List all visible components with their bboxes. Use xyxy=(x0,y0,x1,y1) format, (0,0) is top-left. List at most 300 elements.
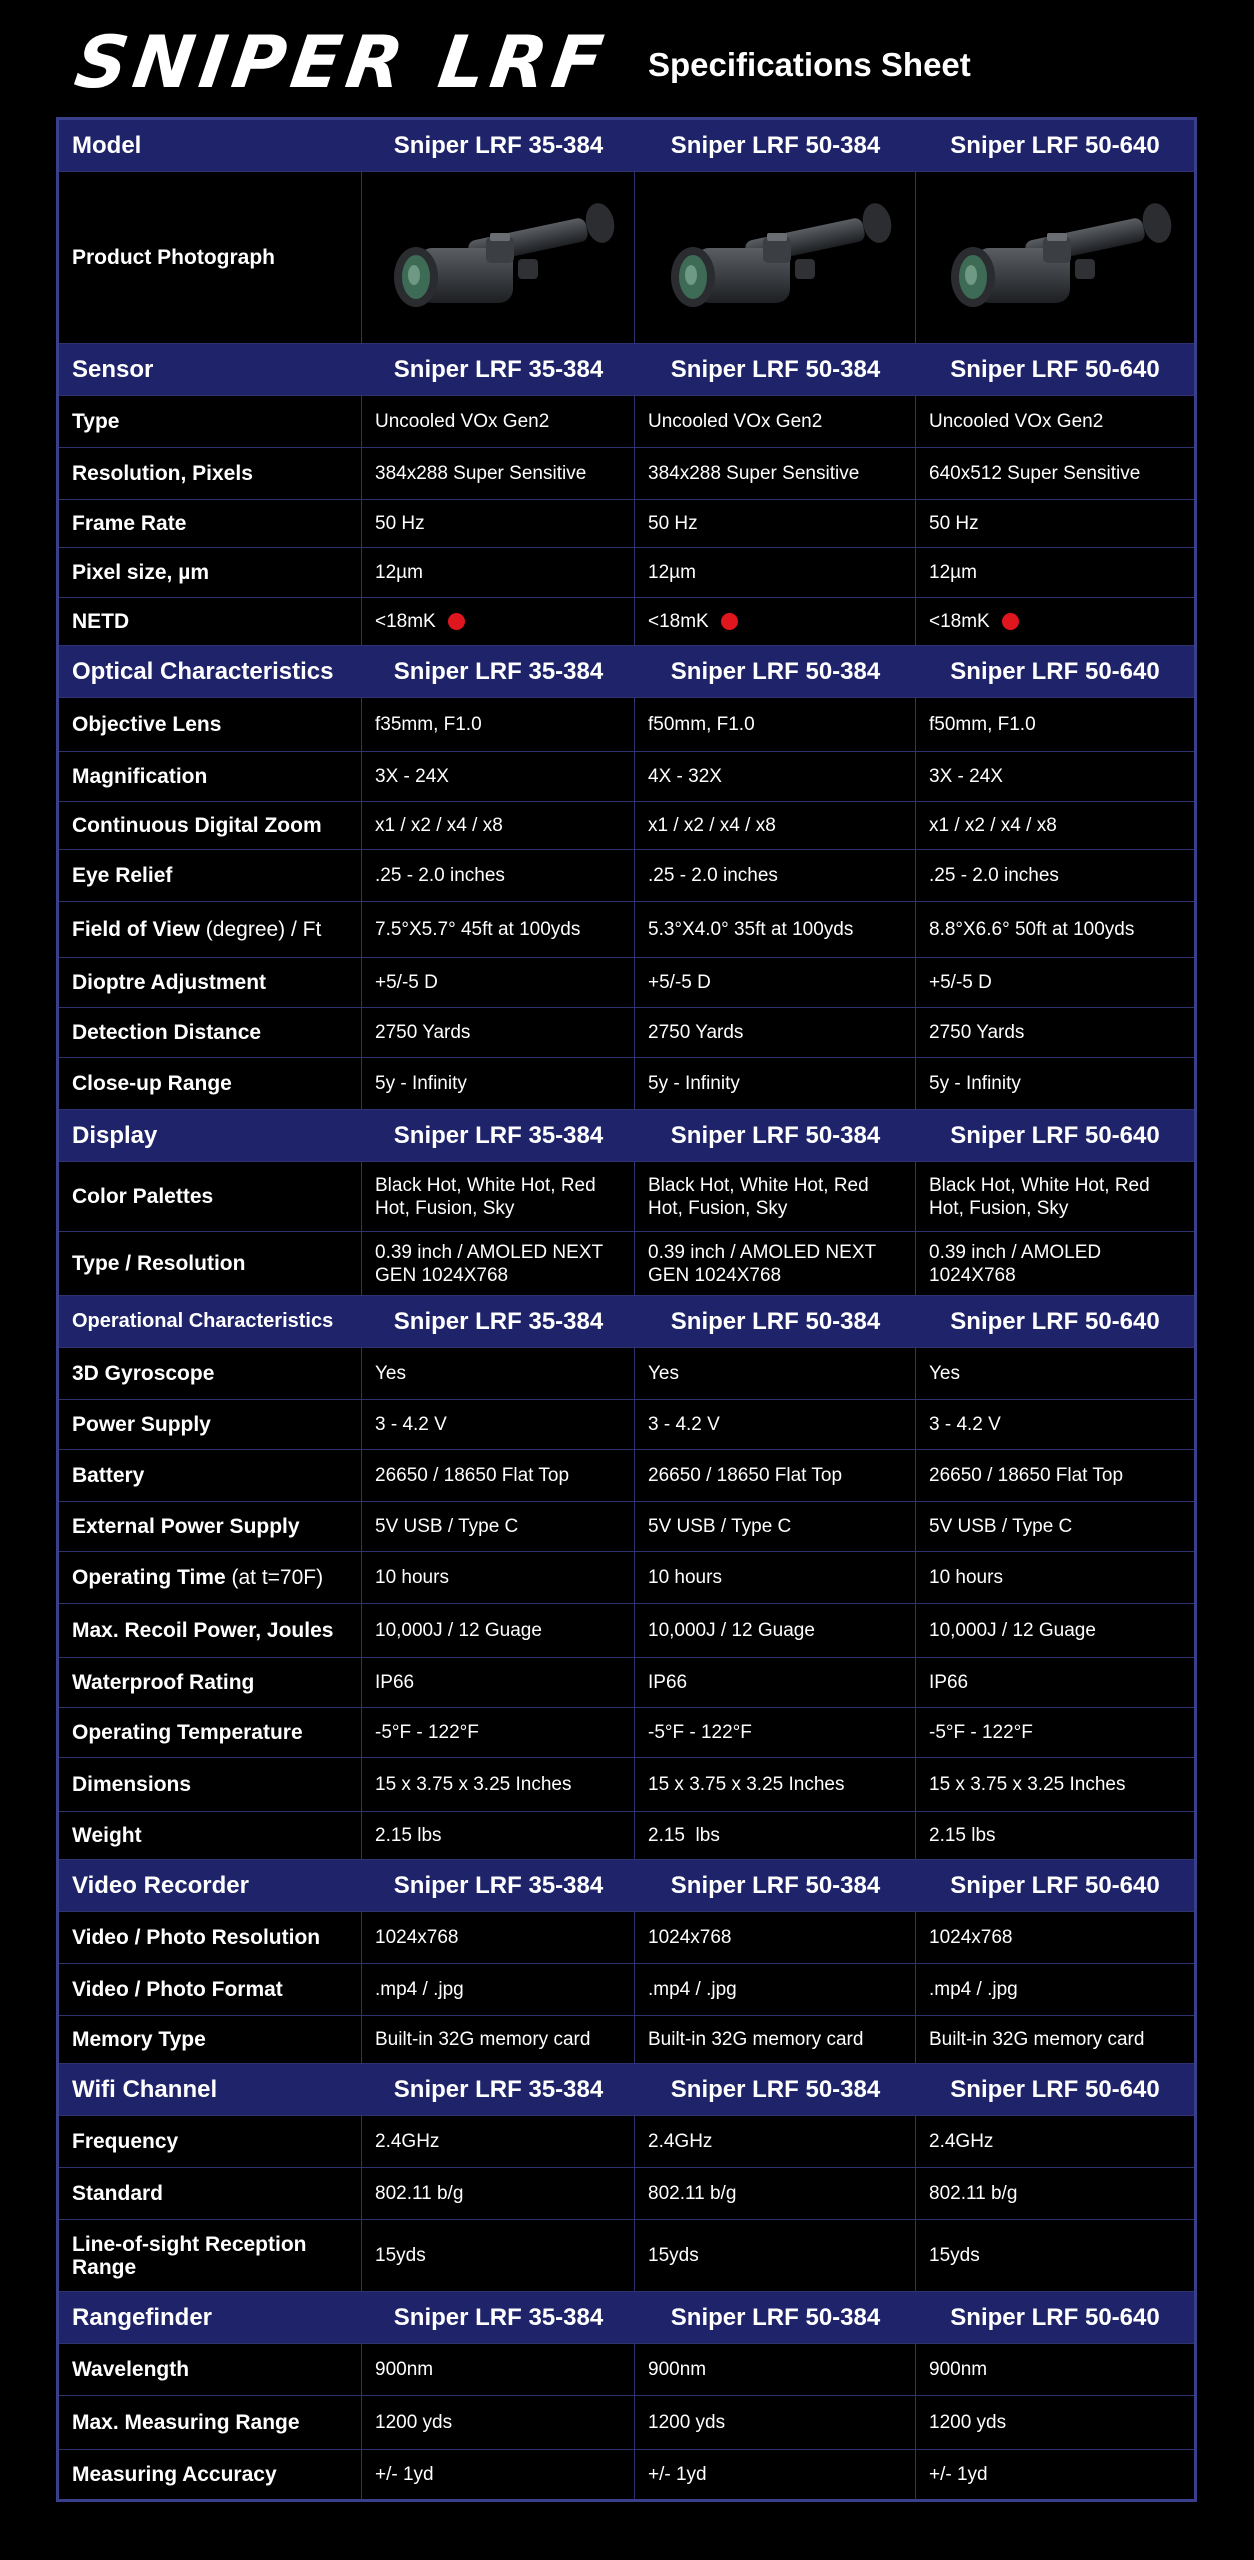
spec-row xyxy=(59,1758,1194,1812)
spec-row xyxy=(59,1658,1194,1708)
spec-value-cell xyxy=(362,1964,635,2015)
spec-value: 5V USB / Type C xyxy=(929,1516,1073,1537)
spec-value-cell xyxy=(362,1450,635,1501)
spec-row xyxy=(59,1232,1194,1296)
spec-value: 5y - Infinity xyxy=(375,1073,467,1094)
spec-label-text: Max. Measuring Range xyxy=(72,2411,300,2434)
spec-label xyxy=(59,958,362,1007)
spec-value: +/- 1yd xyxy=(648,2464,707,2485)
spec-value: 2.4GHz xyxy=(929,2131,994,2152)
spec-value-cell xyxy=(635,2168,916,2219)
spec-label-text: Eye Relief xyxy=(72,864,173,887)
model-name: Sniper LRF 50-384 xyxy=(670,1872,881,1899)
spec-value: Built-in 32G memory card xyxy=(375,2029,591,2050)
spec-value: 640x512 Super Sensitive xyxy=(929,463,1141,484)
spec-row xyxy=(59,1348,1194,1400)
spec-value-cell xyxy=(916,500,1194,547)
spec-value: 0.39 inch / AMOLED NEXT GEN 1024X768 xyxy=(375,1241,609,1286)
spec-label xyxy=(59,500,362,547)
spec-value-cell xyxy=(362,1552,635,1603)
spec-value: +/- 1yd xyxy=(929,2464,988,2485)
spec-value: 26650 / 18650 Flat Top xyxy=(929,1465,1124,1486)
product-photo xyxy=(635,172,915,343)
model-name: Sniper LRF 35-384 xyxy=(393,1872,604,1899)
spec-value: 10,000J / 12 Guage xyxy=(648,1620,815,1641)
spec-row xyxy=(59,1162,1194,1232)
spec-label xyxy=(59,1964,362,2015)
spec-label xyxy=(59,1058,362,1109)
spec-label-text: Type / Resolution xyxy=(72,1252,246,1275)
spec-row xyxy=(59,1912,1194,1964)
spec-value: -5°F - 122°F xyxy=(929,1722,1033,1743)
model-name: Sniper LRF 50-640 xyxy=(950,1308,1160,1335)
header xyxy=(0,0,1254,118)
spec-label-text: Frequency xyxy=(72,2130,179,2153)
spec-label xyxy=(59,1658,362,1707)
product-photo-cell xyxy=(916,172,1194,343)
spec-value-cell xyxy=(635,1400,916,1449)
spec-label xyxy=(59,1758,362,1811)
spec-value-cell xyxy=(635,1450,916,1501)
product-photo xyxy=(916,172,1194,343)
spec-label xyxy=(59,598,362,645)
spec-value-cell xyxy=(362,1604,635,1657)
spec-label xyxy=(59,2450,362,2499)
spec-value-cell xyxy=(635,2220,916,2291)
spec-label-text: Battery xyxy=(72,1464,145,1487)
spec-label xyxy=(59,802,362,849)
spec-value: <18mK xyxy=(648,611,709,632)
spec-value-cell xyxy=(916,2220,1194,2291)
spec-value: 0.39 inch / AMOLED 1024X768 xyxy=(929,1241,1107,1286)
spec-label-text: Field of View xyxy=(72,918,200,941)
spec-value-cell xyxy=(635,1604,916,1657)
spec-label-text: Operating Temperature xyxy=(72,1721,303,1744)
spec-value: 50 Hz xyxy=(375,513,425,534)
spec-label xyxy=(59,1348,362,1399)
spec-value-cell xyxy=(635,1232,916,1295)
spec-value-cell xyxy=(916,1708,1194,1757)
spec-label-text: Video / Photo Format xyxy=(72,1978,283,2001)
spec-value-cell xyxy=(362,548,635,597)
spec-value: 900nm xyxy=(929,2359,988,2380)
spec-value: x1 / x2 / x4 / x8 xyxy=(929,815,1057,836)
spec-label-text: Resolution, Pixels xyxy=(72,462,253,485)
spec-label xyxy=(59,396,362,447)
spec-label-text: Continuous Digital Zoom xyxy=(72,814,322,837)
spec-value: -5°F - 122°F xyxy=(648,1722,752,1743)
sheet-title: Specifications Sheet xyxy=(648,46,971,83)
spec-label-text: Color Palettes xyxy=(72,1185,214,1208)
spec-value-cell xyxy=(362,2396,635,2449)
spec-value-cell xyxy=(916,1658,1194,1707)
spec-value-cell xyxy=(635,802,916,849)
spec-value: 2750 Yards xyxy=(929,1022,1025,1043)
spec-row xyxy=(59,1058,1194,1110)
spec-value-cell xyxy=(635,698,916,751)
spec-value: 1200 yds xyxy=(375,2412,453,2433)
spec-value: .mp4 / .jpg xyxy=(375,1979,464,2000)
spec-row xyxy=(59,1008,1194,1058)
spec-label-text: Power Supply xyxy=(72,1413,211,1436)
spec-value: f50mm, F1.0 xyxy=(648,714,755,735)
spec-value: 10,000J / 12 Guage xyxy=(375,1620,542,1641)
spec-value-cell xyxy=(635,598,916,645)
spec-value-cell xyxy=(635,548,916,597)
spec-value-cell xyxy=(635,396,916,447)
spec-value-cell xyxy=(635,958,916,1007)
spec-value: 2.4GHz xyxy=(375,2131,440,2152)
spec-value: -5°F - 122°F xyxy=(375,1722,479,1743)
spec-value: 15yds xyxy=(648,2245,699,2266)
spec-row xyxy=(59,598,1194,646)
spec-label-suffix: (at t=70F) xyxy=(225,1566,324,1589)
spec-label-text: Objective Lens xyxy=(72,713,222,736)
spec-value-cell xyxy=(916,1232,1194,1295)
spec-row xyxy=(59,2220,1194,2292)
spec-value: 2.15 lbs xyxy=(648,1825,720,1846)
model-name: Sniper LRF 50-384 xyxy=(670,2076,881,2103)
spec-value: 802.11 b/g xyxy=(648,2183,737,2204)
rangefinder-section-title: Rangefinder xyxy=(72,2304,213,2331)
spec-value: 26650 / 18650 Flat Top xyxy=(648,1465,843,1486)
spec-value-cell xyxy=(362,2016,635,2063)
spec-value: 26650 / 18650 Flat Top xyxy=(375,1465,570,1486)
spec-value-cell xyxy=(362,1008,635,1057)
spec-value-cell xyxy=(916,958,1194,1007)
spec-value-cell xyxy=(916,1502,1194,1551)
spec-row xyxy=(59,1812,1194,1860)
model-name: Sniper LRF 50-640 xyxy=(950,1872,1160,1899)
spec-value-cell xyxy=(635,1058,916,1109)
spec-value: IP66 xyxy=(929,1672,969,1693)
spec-value: +5/-5 D xyxy=(375,972,438,993)
model-name: Sniper LRF 35-384 xyxy=(393,1308,604,1335)
spec-value-cell xyxy=(916,2116,1194,2167)
product-photo xyxy=(362,172,634,343)
spec-value-cell xyxy=(362,1812,635,1859)
model-name: Sniper LRF 50-384 xyxy=(670,1122,881,1149)
sniper-lrf-logo xyxy=(70,22,613,102)
spec-label-text: Dioptre Adjustment xyxy=(72,971,267,994)
spec-value: .25 - 2.0 inches xyxy=(648,865,778,886)
model-section-title: Model xyxy=(72,132,142,159)
spec-value: <18mK xyxy=(375,611,436,632)
spec-value: +5/-5 D xyxy=(648,972,711,993)
spec-value: 10 hours xyxy=(929,1567,1003,1588)
spec-value-cell xyxy=(635,850,916,901)
spec-value-cell xyxy=(635,448,916,499)
spec-label xyxy=(59,850,362,901)
spec-value: 12µm xyxy=(375,562,423,583)
spec-value: +5/-5 D xyxy=(929,972,992,993)
spec-label xyxy=(59,1400,362,1449)
product-photo-cell xyxy=(635,172,916,343)
spec-value: .25 - 2.0 inches xyxy=(929,865,1059,886)
spec-value-cell xyxy=(362,1912,635,1963)
operational-section-title: Operational Characteristics xyxy=(72,1310,334,1332)
spec-value: 802.11 b/g xyxy=(929,2183,1018,2204)
spec-value: 2750 Yards xyxy=(648,1022,744,1043)
spec-value: Yes xyxy=(929,1363,960,1384)
spec-row xyxy=(59,752,1194,802)
spec-row xyxy=(59,2450,1194,2499)
logo-text: SNIPER LRF xyxy=(70,20,614,104)
spec-value-cell xyxy=(916,1552,1194,1603)
spec-label-text: 3D Gyroscope xyxy=(72,1362,215,1385)
spec-value: 10,000J / 12 Guage xyxy=(929,1620,1096,1641)
display-section-header xyxy=(59,1110,1194,1162)
spec-label-text: External Power Supply xyxy=(72,1515,300,1538)
spec-value-cell xyxy=(916,1008,1194,1057)
spec-label xyxy=(59,2396,362,2449)
spec-row xyxy=(59,548,1194,598)
spec-label-text: Magnification xyxy=(72,765,208,788)
spec-value: 3X - 24X xyxy=(375,766,449,787)
spec-value: 2750 Yards xyxy=(375,1022,471,1043)
spec-value: 1024x768 xyxy=(375,1927,459,1948)
spec-row xyxy=(59,2344,1194,2396)
spec-value-cell xyxy=(635,1708,916,1757)
spec-label-text: NETD xyxy=(72,610,130,633)
spec-value-cell xyxy=(916,1912,1194,1963)
spec-value-cell xyxy=(362,2344,635,2395)
spec-label xyxy=(59,902,362,957)
spec-value-cell xyxy=(635,2016,916,2063)
spec-value-cell xyxy=(916,2168,1194,2219)
spec-value-cell xyxy=(362,598,635,645)
spec-value-cell xyxy=(635,500,916,547)
spec-value: 15 x 3.75 x 3.25 Inches xyxy=(929,1774,1126,1795)
product-photo-row xyxy=(59,172,1194,344)
spec-label: Product Photograph xyxy=(59,172,362,343)
spec-value-cell xyxy=(635,1964,916,2015)
spec-row xyxy=(59,2116,1194,2168)
spec-row xyxy=(59,902,1194,958)
red-dot-icon xyxy=(1002,613,1019,630)
spec-value-cell xyxy=(362,2220,635,2291)
red-dot-icon xyxy=(721,613,738,630)
spec-row xyxy=(59,500,1194,548)
spec-label-text: Type xyxy=(72,410,120,433)
spec-value: 5y - Infinity xyxy=(648,1073,740,1094)
model-name: Sniper LRF 35-384 xyxy=(393,2076,604,2103)
spec-value: IP66 xyxy=(648,1672,688,1693)
product-photo-cell xyxy=(362,172,635,343)
spec-value: 15yds xyxy=(375,2245,426,2266)
spec-value-cell xyxy=(635,2116,916,2167)
spec-label-text: Standard xyxy=(72,2182,164,2205)
spec-value-cell xyxy=(916,802,1194,849)
spec-value-cell xyxy=(362,1658,635,1707)
spec-value: +/- 1yd xyxy=(375,2464,434,2485)
spec-value: 10 hours xyxy=(648,1567,722,1588)
spec-value-cell xyxy=(916,1058,1194,1109)
spec-value-cell xyxy=(362,902,635,957)
spec-value-cell xyxy=(362,1348,635,1399)
spec-label-text: Weight xyxy=(72,1824,142,1847)
spec-value: Uncooled VOx Gen2 xyxy=(929,411,1104,432)
spec-value-cell xyxy=(362,958,635,1007)
wifi-section-title: Wifi Channel xyxy=(72,2076,218,2103)
spec-value: Uncooled VOx Gen2 xyxy=(648,411,823,432)
spec-label-text: Waterproof Rating xyxy=(72,1671,255,1694)
red-dot-icon xyxy=(448,613,465,630)
spec-label xyxy=(59,1604,362,1657)
spec-value-cell xyxy=(362,2116,635,2167)
spec-table xyxy=(56,117,1197,2502)
spec-label xyxy=(59,1502,362,1551)
spec-value-cell xyxy=(362,1232,635,1295)
spec-value: Black Hot, White Hot, Red Hot, Fusion, Sky xyxy=(929,1174,1155,1219)
spec-row xyxy=(59,958,1194,1008)
spec-value-cell xyxy=(635,1502,916,1551)
spec-label-text: Frame Rate xyxy=(72,512,187,535)
spec-row xyxy=(59,850,1194,902)
spec-value: Black Hot, White Hot, Red Hot, Fusion, Sky xyxy=(648,1174,874,1219)
spec-value-cell xyxy=(635,1162,916,1231)
spec-label xyxy=(59,2116,362,2167)
spec-row xyxy=(59,1450,1194,1502)
model-name: Sniper LRF 50-640 xyxy=(950,2076,1160,2103)
spec-value: 5.3°X4.0° 35ft at 100yds xyxy=(648,919,854,940)
spec-label xyxy=(59,1450,362,1501)
spec-value-cell xyxy=(362,2168,635,2219)
spec-value-cell xyxy=(916,850,1194,901)
spec-value: 384x288 Super Sensitive xyxy=(648,463,860,484)
spec-value-cell xyxy=(916,1162,1194,1231)
spec-row xyxy=(59,1552,1194,1604)
spec-label-text: Video / Photo Resolution xyxy=(72,1926,321,1949)
spec-label-text: Memory Type xyxy=(72,2028,206,2051)
spec-value: 802.11 b/g xyxy=(375,2183,464,2204)
video-section-title: Video Recorder xyxy=(72,1872,249,1899)
spec-value-cell xyxy=(916,752,1194,801)
spec-label-suffix: (degree) / Ft xyxy=(199,918,322,941)
spec-label xyxy=(59,1162,362,1231)
spec-value-cell xyxy=(635,1912,916,1963)
spec-row xyxy=(59,448,1194,500)
model-name: Sniper LRF 35-384 xyxy=(393,658,604,685)
model-name: Sniper LRF 50-384 xyxy=(670,132,881,159)
spec-value: 1024x768 xyxy=(929,1927,1013,1948)
spec-value-cell xyxy=(362,752,635,801)
spec-value: Built-in 32G memory card xyxy=(929,2029,1145,2050)
spec-value: 3 - 4.2 V xyxy=(929,1414,1001,1435)
spec-label-text: Max. Recoil Power, Joules xyxy=(72,1619,334,1642)
spec-row xyxy=(59,1708,1194,1758)
spec-value-cell xyxy=(362,396,635,447)
spec-value: Yes xyxy=(375,1363,406,1384)
operational-section-header xyxy=(59,1296,1194,1348)
spec-label xyxy=(59,1912,362,1963)
spec-label xyxy=(59,752,362,801)
optical-section-title: Optical Characteristics xyxy=(72,658,334,685)
spec-value-cell xyxy=(916,598,1194,645)
spec-value: Built-in 32G memory card xyxy=(648,2029,864,2050)
spec-value: 8.8°X6.6° 50ft at 100yds xyxy=(929,919,1135,940)
spec-label xyxy=(59,1552,362,1603)
spec-value: x1 / x2 / x4 / x8 xyxy=(375,815,503,836)
spec-label-text: Operating Time xyxy=(72,1566,226,1589)
spec-value-cell xyxy=(362,850,635,901)
spec-value: 5y - Infinity xyxy=(929,1073,1021,1094)
spec-label-text: Pixel size, µm xyxy=(72,561,210,584)
spec-value-cell xyxy=(635,1552,916,1603)
spec-value-cell xyxy=(635,1758,916,1811)
spec-value-cell xyxy=(635,752,916,801)
spec-value: 2.4GHz xyxy=(648,2131,713,2152)
spec-value: 384x288 Super Sensitive xyxy=(375,463,587,484)
spec-value: 10 hours xyxy=(375,1567,449,1588)
spec-row xyxy=(59,802,1194,850)
spec-value-cell xyxy=(916,448,1194,499)
spec-value-cell xyxy=(916,1812,1194,1859)
display-section-title: Display xyxy=(72,1122,158,1149)
model-name: Sniper LRF 50-384 xyxy=(670,2304,881,2331)
spec-value-cell xyxy=(635,2396,916,2449)
spec-label-text: Close-up Range xyxy=(72,1072,232,1095)
spec-label-text: Dimensions xyxy=(72,1773,192,1796)
spec-row xyxy=(59,1604,1194,1658)
spec-value-cell xyxy=(362,802,635,849)
spec-value-cell xyxy=(362,500,635,547)
model-name: Sniper LRF 50-640 xyxy=(950,356,1160,383)
optical-section-header xyxy=(59,646,1194,698)
spec-label-text: Measuring Accuracy xyxy=(72,2463,277,2486)
spec-value: 15yds xyxy=(929,2245,980,2266)
spec-value: 900nm xyxy=(648,2359,707,2380)
spec-label xyxy=(59,548,362,597)
spec-value-cell xyxy=(635,2344,916,2395)
spec-value-cell xyxy=(362,2450,635,2499)
sensor-section-header xyxy=(59,344,1194,396)
spec-value: Black Hot, White Hot, Red Hot, Fusion, Sky xyxy=(375,1174,601,1219)
spec-row xyxy=(59,1400,1194,1450)
spec-value: 15 x 3.75 x 3.25 Inches xyxy=(648,1774,845,1795)
spec-value-cell xyxy=(916,1450,1194,1501)
spec-label xyxy=(59,448,362,499)
spec-value: f35mm, F1.0 xyxy=(375,714,482,735)
spec-value: 12µm xyxy=(929,562,977,583)
spec-value: .mp4 / .jpg xyxy=(929,1979,1018,2000)
spec-value-cell xyxy=(635,1658,916,1707)
spec-value-cell xyxy=(916,1964,1194,2015)
spec-value: x1 / x2 / x4 / x8 xyxy=(648,815,776,836)
spec-value: 1200 yds xyxy=(648,2412,726,2433)
spec-value-cell xyxy=(362,1502,635,1551)
spec-label xyxy=(59,2168,362,2219)
spec-value-cell xyxy=(916,698,1194,751)
spec-value-cell xyxy=(916,2344,1194,2395)
spec-value-cell xyxy=(635,902,916,957)
spec-value-cell xyxy=(916,1758,1194,1811)
spec-value: 5V USB / Type C xyxy=(648,1516,792,1537)
spec-row xyxy=(59,2168,1194,2220)
spec-row xyxy=(59,1502,1194,1552)
rangefinder-section-header xyxy=(59,2292,1194,2344)
spec-label-text: Line-of-sight Reception Range xyxy=(72,2232,307,2279)
model-name: Sniper LRF 50-384 xyxy=(670,1308,881,1335)
spec-value: 1200 yds xyxy=(929,2412,1007,2433)
spec-value: 3 - 4.2 V xyxy=(648,1414,720,1435)
model-name: Sniper LRF 35-384 xyxy=(393,132,604,159)
spec-value: 15 x 3.75 x 3.25 Inches xyxy=(375,1774,572,1795)
spec-label xyxy=(59,1232,362,1295)
spec-value-cell xyxy=(916,1400,1194,1449)
model-name: Sniper LRF 35-384 xyxy=(393,356,604,383)
spec-label xyxy=(59,1008,362,1057)
